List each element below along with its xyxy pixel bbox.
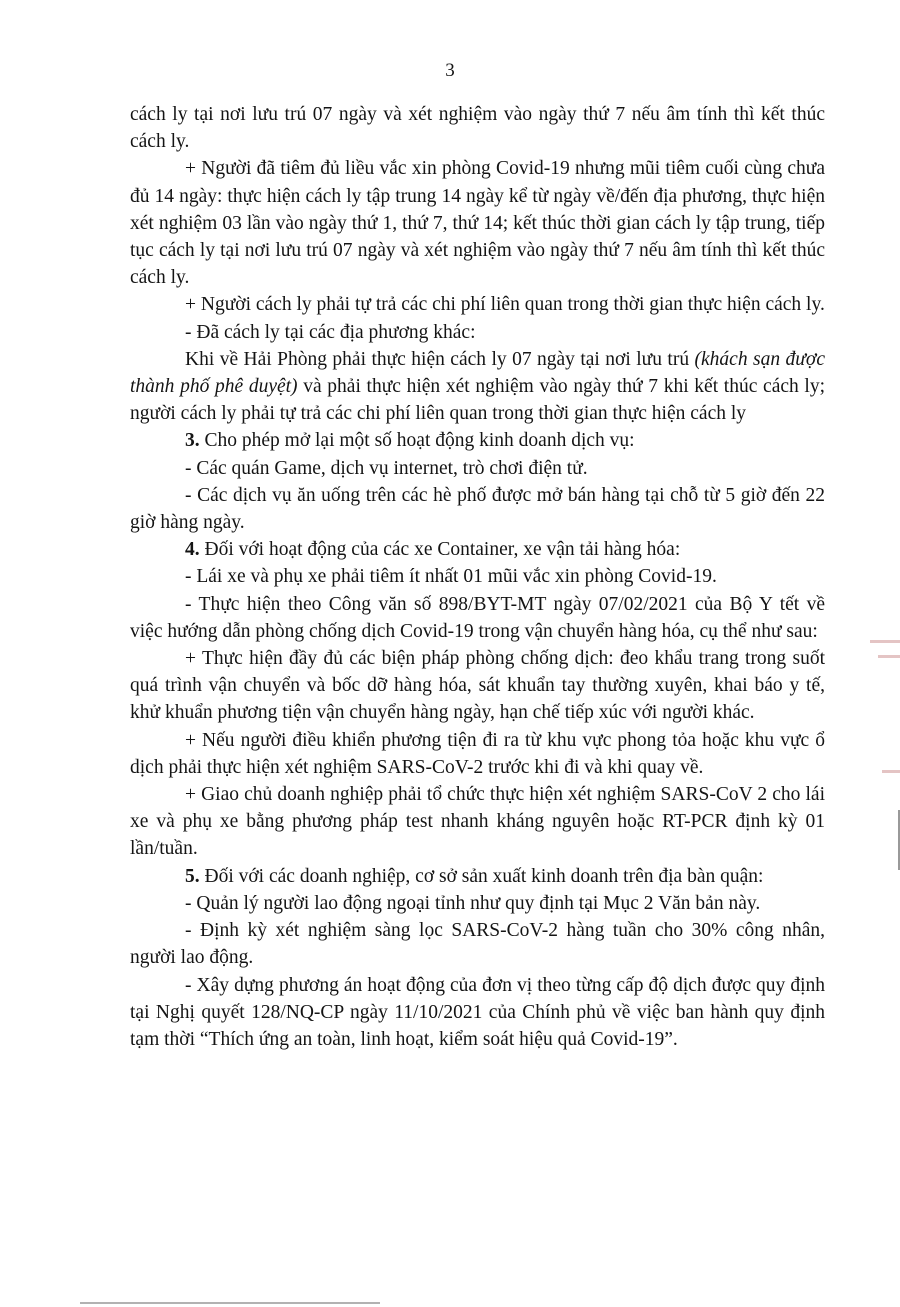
text-segment: + Giao chủ doanh nghiệp phải tổ chức thực hiện xét nghiệm SARS-CoV 2 cho lái xe và phụ xe bằng phương pháp test nhanh kháng nguyên hoặc RT-PCR định kỳ 01 lần/tuần. <box>130 784 825 860</box>
italic-note: (khách sạn được thành phố phê duyệt) <box>130 348 825 398</box>
paragraph <box>130 291 825 318</box>
stamp-fragment-mark <box>870 640 900 643</box>
text-segment: - Định kỳ xét nghiệm sàng lọc SARS-CoV-2 hàng tuần cho 30% công nhân, người lao động. <box>130 920 825 969</box>
paragraph <box>130 781 825 863</box>
text-segment: + Người đã tiêm đủ liều vắc xin phòng Covid-19 nhưng mũi tiêm cuối cùng chưa đủ 14 ngày: thực hiện cách ly tập trung 14 ngày kể từ ngày về/đến địa phương, thực hiện xét nghiệm 03 lần vào ngày thứ 1, thứ 7, thứ 14; kết thúc thời gian cách ly tập trung, tiếp tục cách ly tại nơi lưu trú 07 ngày và xét nghiệm vào ngày thứ 7 nếu âm tính thì kết thúc cách ly. <box>130 158 825 289</box>
paragraph <box>130 591 825 645</box>
stamp-fragment-mark <box>882 770 900 773</box>
paragraph <box>130 890 825 917</box>
paragraph <box>130 482 825 536</box>
text-segment: Đối với các doanh nghiệp, cơ sở sản xuất kinh doanh trên địa bàn quận: <box>199 865 764 887</box>
paragraph <box>130 536 825 563</box>
scan-bottom-line <box>80 1302 380 1304</box>
text-segment: - Lái xe và phụ xe phải tiêm ít nhất 01 mũi vắc xin phòng Covid-19. <box>185 566 717 588</box>
text-segment: Khi về Hải Phòng phải thực hiện cách ly 07 ngày tại nơi lưu trú <box>185 348 695 370</box>
text-segment: Đối với hoạt động của các xe Container, xe vận tải hàng hóa: <box>199 539 681 561</box>
text-segment: - Quản lý người lao động ngoại tỉnh như quy định tại Mục 2 Văn bản này. <box>185 892 761 914</box>
document-body <box>130 101 825 1053</box>
section-number: 5. <box>185 865 200 887</box>
text-segment: - Các dịch vụ ăn uống trên các hè phố được mở bán hàng tại chỗ từ 5 giờ đến 22 giờ hàng ngày. <box>130 484 825 534</box>
text-segment: - Đã cách ly tại các địa phương khác: <box>185 321 476 343</box>
stamp-fragment-mark <box>878 655 900 658</box>
paragraph <box>130 645 825 727</box>
text-segment: - Xây dựng phương án hoạt động của đơn vị theo từng cấp độ dịch được quy định tại Nghị quyết 128/NQ-CP ngày 11/10/2021 của Chính phủ về việc ban hành quy định tạm thời “Thích ứng an toàn, linh hoạt, kiểm soát hiệu quả Covid-19”. <box>130 974 825 1050</box>
paragraph <box>130 427 825 454</box>
text-segment: cách ly tại nơi lưu trú 07 ngày và xét nghiệm vào ngày thứ 7 nếu âm tính thì kết thúc cách ly. <box>130 104 825 153</box>
paragraph <box>130 727 825 781</box>
paragraph <box>130 972 825 1054</box>
text-segment: - Các quán Game, dịch vụ internet, trò chơi điện tử. <box>185 457 588 479</box>
page-number: 3 <box>445 60 455 81</box>
text-segment: Cho phép mở lại một số hoạt động kinh doanh dịch vụ: <box>199 430 635 452</box>
paragraph <box>130 455 825 482</box>
section-number: 4. <box>185 539 200 561</box>
paragraph <box>130 155 825 291</box>
text-segment: + Người cách ly phải tự trả các chi phí liên quan trong thời gian thực hiện cách ly. <box>185 294 825 316</box>
text-segment: + Nếu người điều khiển phương tiện đi ra từ khu vực phong tỏa hoặc khu vực ổ dịch phải thực hiện xét nghiệm SARS-CoV-2 trước khi đi và khi quay về. <box>130 729 825 778</box>
text-segment: và phải thực hiện xét nghiệm vào ngày thứ 7 khi kết thúc cách ly; người cách ly phải tự trả các chi phí liên quan trong thời gian thực hiện cách ly <box>130 376 826 425</box>
paragraph <box>130 101 825 155</box>
paragraph <box>130 319 825 346</box>
paragraph <box>130 863 825 890</box>
paragraph <box>130 563 825 590</box>
section-number: 3. <box>185 430 200 452</box>
text-segment: - Thực hiện theo Công văn số 898/BYT-MT ngày 07/02/2021 của Bộ Y tết về việc hướng dẫn phòng chống dịch Covid-19 trong vận chuyển hàng hóa, cụ thể như sau: <box>130 593 825 642</box>
text-segment: + Thực hiện đầy đủ các biện pháp phòng chống dịch: đeo khẩu trang trong suốt quá trình vận chuyển và bốc dỡ hàng hóa, sát khuẩn tay thường xuyên, khai báo y tế, khử khuẩn phương tiện vận chuyển hàng ngày, hạn chế tiếp xúc với người khác. <box>130 648 825 724</box>
paragraph <box>130 917 825 971</box>
paragraph <box>130 346 825 428</box>
